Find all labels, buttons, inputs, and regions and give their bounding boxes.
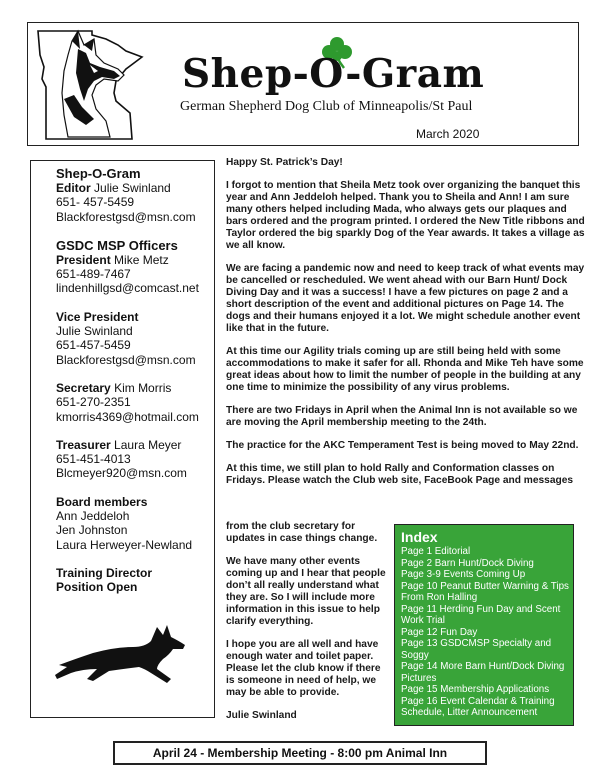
editor-role: Editor — [56, 181, 91, 195]
secretary-name: Kim Morris — [114, 380, 172, 395]
index-title: Index — [401, 529, 438, 545]
board-member: Laura Herweyer-Newland — [56, 537, 193, 552]
president-block — [56, 238, 214, 296]
index-item[interactable]: Page 16 Event Calendar & Training Schedule, Litter Announcement — [401, 695, 555, 718]
index-item[interactable]: Page 2 Barn Hunt/Dock Diving — [401, 557, 534, 569]
training-block — [56, 566, 214, 595]
vice-president-block — [56, 310, 214, 367]
meeting-announcement: April 24 - Membership Meeting - 8:00 pm Animal Inn — [113, 741, 487, 765]
contact-sidebar — [30, 160, 215, 718]
index-item[interactable]: Page 15 Membership Applications — [401, 684, 550, 695]
board-block — [56, 495, 214, 552]
board-member: Ann Jeddeloh — [56, 509, 130, 524]
signature: Julie Swinland — [226, 710, 297, 721]
officers-heading: GSDC MSP Officers — [56, 237, 178, 253]
paragraph: I forgot to mention that Sheila Metz took over organizing the banquet this year and Ann Jeddeloh helped. Thank you to Sheila and Ann! I am sure many others helped including Mada, who always gets our plaques and bars ordered and the program printed. I ordered the New Title ribbons and Taylor ordered the big sparkly Dog of the Year awards. It takes a village as we all know. — [226, 180, 585, 251]
minnesota-dog-logo — [34, 29, 164, 141]
index-box — [394, 524, 574, 726]
board-member: Jen Johnston — [56, 523, 128, 538]
masthead-box — [27, 22, 579, 146]
paragraph: The practice for the AKC Temperament Test is being moved to May 22nd. — [226, 440, 579, 451]
editor-phone: 651- 457-5459 — [56, 195, 135, 210]
editorial-text — [226, 157, 586, 498]
index-item[interactable]: Page 1 Editorial — [401, 546, 471, 557]
editor-name: Julie Swinland — [94, 181, 171, 195]
treasurer-role: Treasurer — [56, 437, 111, 452]
treasurer-line — [56, 438, 214, 452]
president-email[interactable]: lindenhillgsd@comcast.net — [56, 281, 199, 296]
president-line — [56, 253, 214, 267]
treasurer-name: Laura Meyer — [114, 437, 182, 452]
paragraph: I hope you are all well and have enough water and toilet paper. Please let the club know if there is someone in need of help, we may be able to provide. — [226, 639, 381, 698]
paragraph: At this time, we still plan to hold Rally and Conformation classes on Fridays. Please watch the Club web site, FaceBook Page and messages — [226, 463, 574, 486]
board-heading: Board members — [56, 494, 148, 509]
issue-date: March 2020 — [416, 127, 480, 141]
secretary-role: Secretary — [56, 380, 111, 395]
vice-president-phone: 651-457-5459 — [56, 338, 131, 353]
editor-line — [56, 181, 214, 195]
greeting: Happy St. Patrick’s Day! — [226, 157, 343, 168]
index-item[interactable]: Page 14 More Barn Hunt/Dock Diving Pictures — [401, 661, 565, 684]
vice-president-email[interactable]: Blackforestgsd@msn.com — [56, 352, 196, 367]
sidebar-newsletter-title: Shep-O-Gram — [56, 166, 141, 181]
president-name: Mike Metz — [114, 252, 169, 267]
editor-email[interactable]: Blackforestgsd@msn.com — [56, 209, 196, 224]
paragraph: We are facing a pandemic now and need to keep track of what events may be cancelled or rescheduled. We went ahead with our Barn Hunt/ Dock Diving Day and it was a success! I have a few pictures on page 2 and a short description of the event and additional pictures on Page 14. The dogs and their humans enjoyed it a lot. We might schedule another event like that in the future. — [226, 263, 585, 334]
paragraph: There are two Fridays in April when the Animal Inn is not available so we are moving the April membership meeting to the 24th. — [226, 405, 578, 428]
training-heading: Training Director — [56, 565, 153, 580]
president-role: President — [56, 252, 111, 267]
secretary-phone: 651-270-2351 — [56, 395, 131, 410]
index-item[interactable]: Page 10 Peanut Butter Warning & Tips From Ron Halling — [401, 580, 569, 603]
editor-block — [56, 166, 214, 224]
vice-president-name: Julie Swinland — [56, 324, 133, 339]
index-item[interactable]: Page 12 Fun Day — [401, 626, 478, 638]
index-item[interactable]: Page 13 GSDCMSP Specialty and Soggy — [401, 638, 552, 661]
paragraph: from the club secretary for updates in case things change. — [226, 521, 378, 544]
president-phone: 651-489-7467 — [56, 267, 131, 282]
secretary-email[interactable]: kmorris4369@hotmail.com — [56, 409, 199, 424]
paragraph: We have many other events coming up and I hear that people don’t all really understand what they are. So I will include more information in this issue to help clarify everything. — [226, 556, 386, 627]
treasurer-email[interactable]: Blcmeyer920@msn.com — [56, 466, 187, 481]
index-item[interactable]: Page 11 Herding Fun Day and Scent Work Trial — [401, 603, 561, 626]
editorial-text-continued — [226, 521, 390, 733]
secretary-line — [56, 381, 214, 395]
treasurer-phone: 651-451-4013 — [56, 452, 131, 467]
newsletter-title: Shep-O-Gram — [182, 51, 485, 97]
running-dog-silhouette — [53, 619, 188, 684]
secretary-block — [56, 381, 214, 424]
treasurer-block — [56, 438, 214, 481]
vice-president-role: Vice President — [56, 309, 139, 324]
paragraph: At this time our Agility trials coming up are still being held with some accommodations to make it safer for all. Rhonda and Mike Teh have some great ideas about how to limit the number of people in the building at any one time to minimize the possibility of any virus problems. — [226, 346, 584, 393]
club-name: German Shepherd Dog Club of Minneapolis/St Paul — [180, 99, 473, 114]
index-item[interactable]: Page 3-9 Events Coming Up — [401, 569, 526, 580]
training-status: Position Open — [56, 580, 138, 595]
